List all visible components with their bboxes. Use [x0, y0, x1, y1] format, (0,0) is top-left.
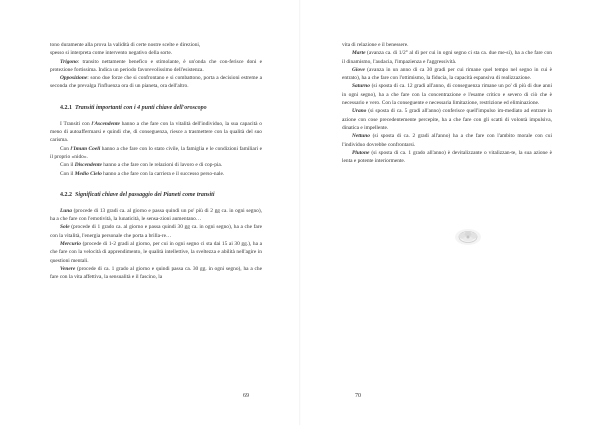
section-title: Transiti importanti con i 4 punti chiave dell'oroscopo	[75, 104, 207, 111]
right-page	[300, 0, 600, 425]
giove-term: Giove	[352, 66, 365, 73]
section-heading-4-2-1	[50, 104, 262, 113]
section-number: 4.2.1	[60, 104, 72, 111]
luna-text: (procede di 13 gradi ca. al giorno e passa quindi un po' più di 2 gg ca. in ogni segno), ha a che fare con l'emotività, la lunaticità, le sensa-zioni aumentano…	[50, 207, 262, 223]
section-number: 4.2.2	[60, 191, 72, 198]
medio-cielo-term: Medio Cielo	[74, 170, 102, 177]
nettuno-paragraph	[342, 132, 552, 149]
imum-coeli-text: hanno a che fare con lo stato civile, la famiglia e le condizioni familiari e il proprio «nido».	[50, 145, 262, 160]
ascendente-term: l'Ascendente	[91, 120, 120, 127]
mercurio-term: Mercurio	[60, 241, 81, 248]
nettuno-text: (si sposta di ca. 2 gradi all'anno) ha a che fare con l'ambito morale con cui l'individuo dovrebbe confrontarsi.	[342, 133, 552, 148]
ascendente-pre: I Transiti con	[60, 120, 92, 127]
intro-line-2: spesso si interpreta come intervento negativo della sorte.	[50, 50, 173, 57]
giove-paragraph	[342, 66, 552, 83]
plutone-term: Plutone	[352, 149, 370, 156]
mercurio-text: (procede di 1-2 gradi al giorno, per cui in ogni segno ci sta dai 15 ai 30 gg.), ha a che fare con la velocità di apprendimento, le qualità intellettive, la sveltezza e abilità nell'agire in questioni mentali.	[50, 241, 262, 264]
medio-cielo-text: hanno a che fare con la carriera e il successo perso-nale.	[101, 170, 225, 177]
page-number-left: 69	[243, 393, 249, 399]
section-heading-4-2-2	[50, 191, 262, 200]
marte-text: (avanza ca. di 1/2° al dì per cui in ogni segno ci sta ca. due me-si), ha a che fare con il dinamismo, l'audacia, l'impazienza e l'aggressività.	[342, 50, 552, 65]
discendente-text: hanno a che fare con le relazioni di lavoro e di cop-pia.	[101, 162, 223, 169]
plutone-paragraph	[342, 149, 552, 166]
right-intro-line: vita di relazione e il benessere.	[342, 42, 409, 48]
venere-text: (procede di ca. 1 grado al giorno e quindi passa ca. 30 gg. in ogni segno), ha a che fare con la vita affettiva, la sensualità e il fascino, la	[50, 265, 262, 281]
luna-paragraph	[50, 207, 262, 224]
trigono-paragraph	[50, 58, 262, 75]
marte-paragraph	[342, 49, 552, 66]
imum-coeli-pre: Con	[60, 145, 71, 152]
plutone-text: (si sposta di ca. 1 grado all'anno) è devitalizzante o vitalizzan-te, la sua azione è lenta e potente interiormente.	[342, 149, 552, 165]
discendente-term: Discendente	[74, 162, 102, 169]
marte-term: Marte	[352, 50, 366, 57]
sole-text: (procede di 1 grado ca. al giorno e passa quindi 30 gg ca. in ogni segno), ha a che fare con la vitalità, l'energia personale che porta a brilla-re…	[50, 224, 262, 239]
saturno-paragraph	[342, 82, 552, 107]
medio-cielo-paragraph	[50, 170, 262, 178]
urano-term: Urano	[352, 108, 367, 115]
opposizione-text: : sono due forze che si confrontano e si combattono, porta a decisioni estreme a seconda che prevalga l'influenza ora di un pianeta, ora dell'altro.	[50, 75, 262, 90]
sole-term: Sole	[60, 224, 70, 231]
imum-coeli-term: l'Imum Coeli	[70, 145, 101, 152]
page-number-right: 70	[355, 393, 361, 399]
ascendente-paragraph	[50, 120, 262, 145]
trigono-text: : transito nettamente benefico e stimolante, è un'onda che con-ferisce doni e protezione fortissima. Indica un periodo favorevolissimo dell'esistenza.	[50, 58, 262, 73]
opposizione-paragraph	[50, 74, 262, 91]
saturno-text: (si sposta di ca. 12 gradi all'anno, di conseguenza rimane un po' di più di due anni in ogni segno), ha a che fare con la concentrazione e l'esame critico e severo di ciò che è necessario e vero. Con la conseguente e necessaria limitazione, restrizione ed eliminazione.	[342, 83, 552, 107]
venere-paragraph	[50, 265, 262, 282]
discendente-paragraph	[50, 161, 262, 169]
opposizione-term: Opposizione	[60, 75, 88, 82]
urano-text: (si sposta di ca. 5 gradi all'anno) conferisce quell'impulso im-mediato ad entrare in azione con cose precedentemente percepite, ha a che fare con gli scatti di volontà impulsiva, dinatica e impellente.	[342, 108, 552, 131]
nettuno-term: Nettuno	[352, 133, 370, 140]
sole-paragraph	[50, 223, 262, 240]
giove-text: (avanza in un anno di ca 30 gradi per cui rimane quel tempo nel segno in cui è entrato), ha a che fare con l'ottimismo, la fiducia, la capacità espansiva di realizzazione.	[342, 66, 552, 82]
discendente-pre: Con il	[60, 162, 75, 169]
imum-coeli-paragraph	[50, 145, 262, 162]
luna-term: Luna	[60, 207, 72, 214]
venere-term: Venere	[60, 265, 76, 272]
section-title: Significati chiave del passaggio dei Pianeti come transiti	[75, 191, 215, 198]
trigono-term: Trigono	[60, 58, 78, 65]
urano-paragraph	[342, 107, 552, 132]
intro-line-1: tono duramente alla prova la validità di certe nostre scelte e direzioni,	[50, 42, 201, 48]
flower-ornament-icon	[454, 227, 482, 247]
saturno-term: Saturno	[352, 83, 370, 90]
mercurio-paragraph	[50, 240, 262, 265]
medio-cielo-pre: Con il	[60, 170, 75, 177]
ascendente-text: hanno a che fare con la vitalità dell'individuo, la sua capacità o meno di autoaffermarsi e quindi che, di conseguenza, riesce a trasmettere con la qualità del suo carisma.	[50, 120, 262, 144]
